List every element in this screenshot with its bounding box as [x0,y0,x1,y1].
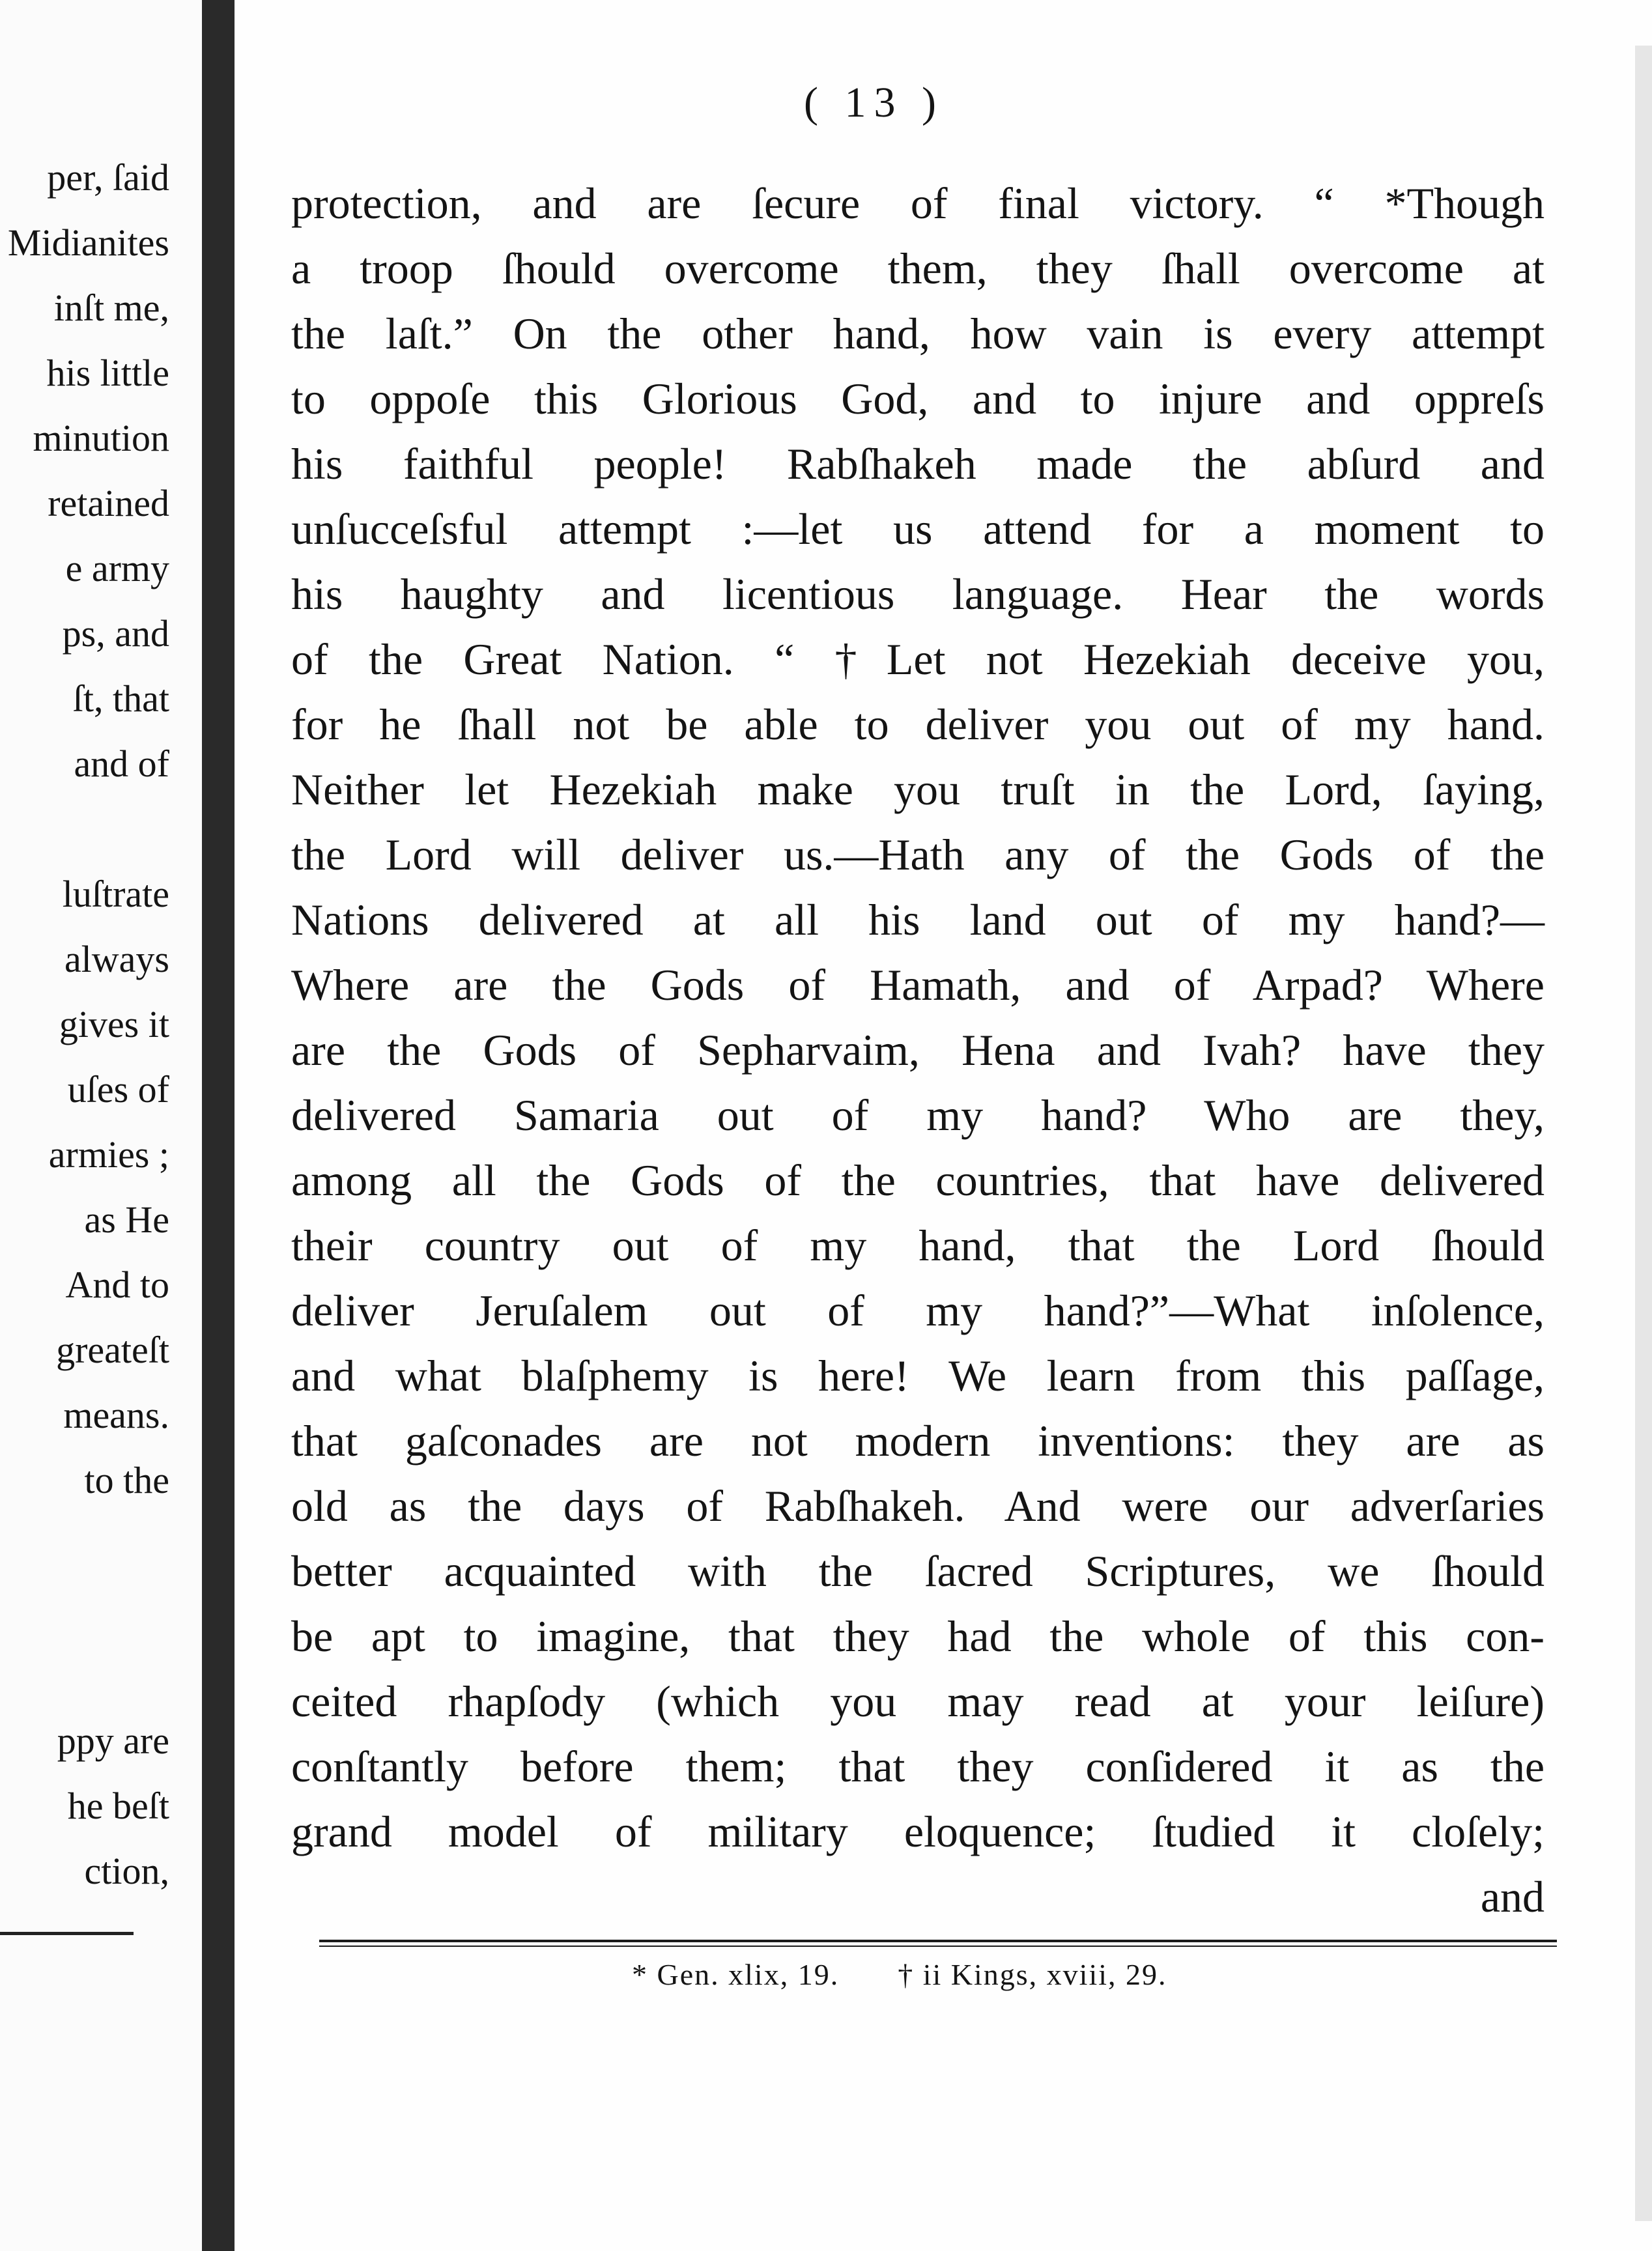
facing-page-line: gives it [59,1003,169,1045]
text-line: their country out of my hand, that the Lord ſhould [291,1221,1545,1270]
text-line: unſucceſsful attempt :—let us attend for a moment to [291,504,1545,554]
facing-page-line: ction, [84,1850,169,1892]
facing-page-line: ſt, that [72,677,169,720]
facing-page-line: greateſt [56,1329,169,1371]
text-line: grand model of military eloquence; ſtudied it cloſely; [291,1807,1545,1856]
text-line: of the Great Nation. “ †Let not Hezekiah deceive you, [291,634,1545,684]
facing-page-line: he beſt [67,1785,169,1827]
text-line: Nations delivered at all his land out of my hand?— [291,895,1545,944]
facing-page-line: retained [48,482,169,524]
text-line: his haughty and licentious language. Hear the words [291,569,1545,619]
text-line: ceited rhapſody (which you may read at your leiſure) [291,1677,1545,1726]
text-line: conſtantly before them; that they conſidered it as the [291,1742,1545,1791]
footnote-2: † ii Kings, xviii, 29. [898,1958,1167,1991]
facing-page-line: inſt me, [53,287,169,329]
text-line: better acquainted with the ſacred Scriptures, we ſhould [291,1546,1545,1596]
facing-page-line: And to [65,1264,169,1306]
text-line: Neither let Hezekiah make you truſt in the Lord, ſaying, [291,765,1545,814]
text-line: among all the Gods of the countries, that have delivered [291,1155,1545,1205]
facing-page-line: ppy are [57,1720,169,1762]
page-number: ( 13 ) [804,79,944,126]
facing-page-line: Midianites [7,221,169,264]
text-line: are the Gods of Sepharvaim, Hena and Ivah? have they [291,1025,1545,1075]
facing-page-line: per, ſaid [47,156,169,199]
footnotes [632,1954,1167,1996]
text-line: the Lord will deliver us.—Hath any of the Gods of the [291,830,1545,879]
text-line: and [1480,1872,1545,1921]
text-line: to oppoſe this Glorious God, and to injure and oppreſs [291,374,1545,423]
text-line: delivered Samaria out of my hand? Who are they, [291,1090,1545,1140]
text-line: deliver Jeruſalem out of my hand?”—What inſolence, [291,1286,1545,1335]
facing-page-line: his little [46,352,169,394]
facing-page-footnote-rule [0,1932,134,1935]
page [235,0,1652,2251]
facing-page-line: as He [84,1198,169,1241]
facing-page-line: means. [63,1394,169,1436]
facing-page-line: always [64,938,169,980]
text-line: protection, and are ſecure of final victory. “ *Though [291,178,1545,228]
text-line: be apt to imagine, that they had the whole of this con- [291,1611,1545,1661]
facing-page-line: luſtrate [62,873,169,915]
text-line: for he ſhall not be able to deliver you out of my hand. [291,700,1545,749]
body-text [291,171,1545,1929]
facing-page-line: minution [33,417,169,459]
facing-page-fragment [0,0,202,2251]
text-line: that gaſconades are not modern inventions: they are as [291,1416,1545,1465]
facing-page-line: and of [74,743,169,785]
facing-page-line: uſes of [67,1068,169,1111]
text-line: old as the days of Rabſhakeh. And were our adverſaries [291,1481,1545,1531]
text-line: a troop ſhould overcome them, they ſhall overcome at [291,244,1545,293]
text-line: his faithful people! Rabſhakeh made the abſurd and [291,439,1545,488]
text-line: Where are the Gods of Hamath, and of Arpad? Where [291,960,1545,1010]
text-line: and what blaſphemy is here! We learn from this paſſage, [291,1351,1545,1400]
facing-page-line: to the [84,1459,169,1501]
footnote-rule [319,1940,1557,1942]
book-gutter [202,0,235,2251]
facing-page-line: ps, and [62,612,169,655]
text-line: the laſt.” On the other hand, how vain is every attempt [291,309,1545,358]
facing-page-line: armies ; [48,1133,169,1176]
page-edge-shadow [1635,46,1652,2221]
footnote-1: * Gen. xlix, 19. [632,1958,840,1991]
footnote-rule-thin [319,1946,1557,1947]
facing-page-line: e army [65,547,169,589]
